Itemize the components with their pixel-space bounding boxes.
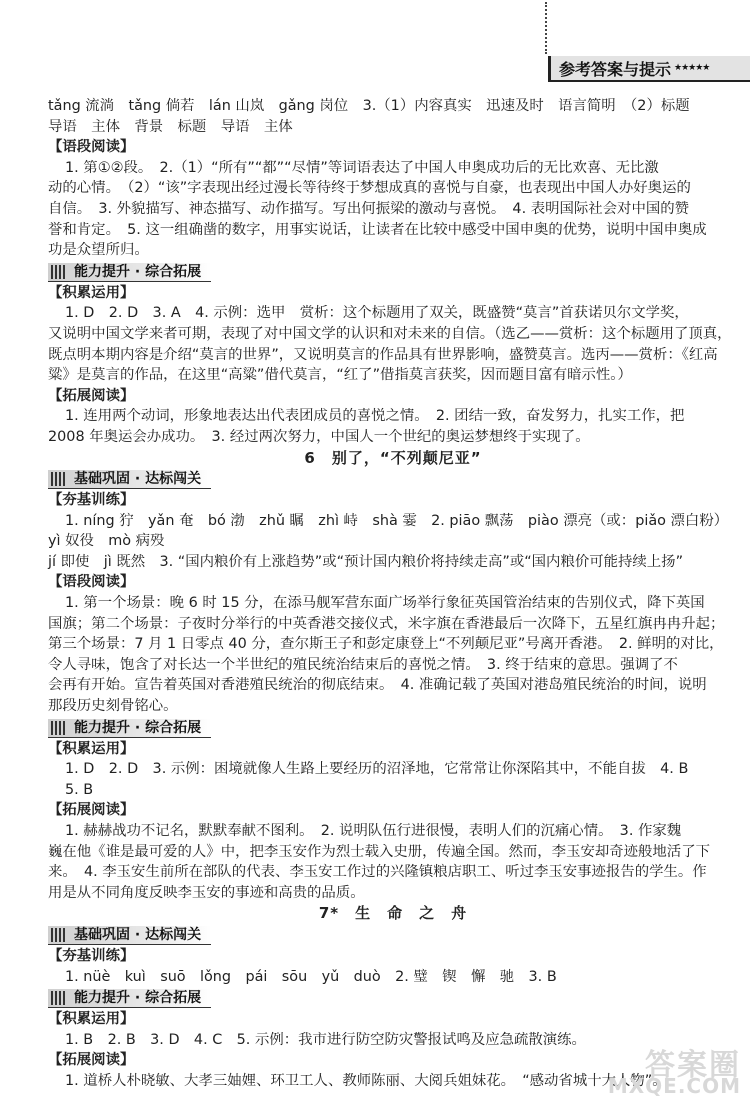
section-tag: 【夯基训练】 <box>48 492 135 509</box>
section-banner <box>48 470 211 489</box>
section-banner-label: 能力提升 · 综合拓展 <box>74 263 202 280</box>
text-line: 导语 主体 背景 标题 导语 主体 <box>48 118 293 135</box>
section-tag: 【拓展阅读】 <box>48 802 135 819</box>
text-line: 那段历史刻骨铭心。 <box>48 698 178 715</box>
watermark-text: 答案圈 <box>645 1048 741 1083</box>
text-line: 用是从不同角度反映李玉安的事迹和高贵的品质。 <box>48 884 365 901</box>
text-line: 1. níng 狞 yǎn 奄 bó 渤 zhǔ 瞩 zhì 峙 shà 霎 2. piāo 飘荡 piào 漂亮（或：piǎo 漂白粉） yì 奴役 mò 病殁 <box>48 512 736 550</box>
section-banner <box>48 926 211 945</box>
section-banner-label: 能力提升 · 综合拓展 <box>74 990 202 1007</box>
text-line: tǎng 流淌 tǎng 倘若 lán 山岚 gǎng 岗位 3.（1）内容真实 迅速及时 语言简明 （2）标题 <box>48 98 690 114</box>
section-tag: 【拓展阅读】 <box>48 387 135 404</box>
text-line: 又说明中国文学来者可期，表现了对中国文学的认识和对未来的自信。（选乙——赏析：这个标题用了顶真， <box>48 325 732 342</box>
text-line: 1. D 2. D 3. 示例：困境就像人生路上要经历的沼泽地，它常常让你深陷其中，不能自拔 4. B <box>65 761 689 778</box>
banner-icon <box>51 472 67 486</box>
text-line: 1. 第一个场景：晚 6 时 15 分，在添马舰军营东面广场举行象征英国管治结束的告别仪式，降下英国 <box>65 595 705 612</box>
text-line: 令人寻味，饱含了对长达一个半世纪的殖民统治结束后的喜悦之情。 3. 终于结束的意思。强调了不 <box>48 656 678 673</box>
section-banner <box>48 989 211 1008</box>
text-line: 1. 第①②段。 2.（1）“所有”“都”“尽情”等词语表达了中国人申奥成功后的无比欢喜、无比激 <box>65 159 659 176</box>
section-banner-label: 基础巩固 · 达标闯关 <box>74 926 202 943</box>
text-line: 巍在他《谁是最可爱的人》中，把李玉安作为烈士载入史册，传遍全国。然而，李玉安却奇迹般地活了下 <box>48 843 710 860</box>
text-line: 5. B <box>65 781 94 798</box>
header-title: 参考答案与提示 <box>559 59 672 79</box>
header-dotted-rule <box>545 2 550 54</box>
text-line: 誉和肯定。 5. 这一组确凿的数字，用事实说话，让读者在比较中感受中国申奥的优势，说明中国申奥成 <box>48 221 707 238</box>
lesson-title: 6 别了，“不列颠尼亚” <box>304 448 482 467</box>
header-stars: ★★★★★ <box>674 63 710 73</box>
text-line: 1. 连用两个动词，形象地表达出代表团成员的喜悦之情。 2. 团结一致，奋发努力，扎实工作，把 <box>65 408 685 425</box>
section-banner <box>48 719 211 738</box>
text-line: 自信。 3. 外貌描写、神态描写、动作描写。写出何振梁的激动与喜悦。 4. 表明国际社会对中国的赞 <box>48 200 690 217</box>
watermark-url: MXQE.COM <box>607 1074 741 1098</box>
section-banner-label: 基础巩固 · 达标闯关 <box>74 471 202 488</box>
text-line: 1. 赫赫战功不记名，默默奉献不图利。 2. 说明队伍行进很慢，表明人们的沉痛心情。 3. 作家魏 <box>65 823 682 839</box>
text-line: 1. B 2. B 3. D 4. C 5. 示例：我市进行防空防灾警报试鸣及应急疏散演练。 <box>65 1031 586 1048</box>
text-line: 来。 4. 李玉安生前所在部队的代表、李玉安工作过的兴隆镇粮店职工、听过李玉安事迹报告的学生。作 <box>48 864 707 881</box>
section-tag: 【拓展阅读】 <box>48 1052 135 1069</box>
text-line: 既点明本期内容是介绍“莫言的世界”，又说明莫言的作品具有世界影响，盛赞莫言。选丙——赏析：《红高 <box>48 346 718 363</box>
header-banner <box>548 56 750 82</box>
text-line: 会再有开始。宣告着英国对香港殖民统治的彻底结束。 4. 准确记载了英国对港岛殖民统治的时间，说明 <box>48 677 707 694</box>
section-banner-label: 能力提升 · 综合拓展 <box>74 719 202 736</box>
watermark-logo <box>607 1040 745 1100</box>
text-line: 粱》是莫言的作品，在这里“高粱”借代莫言，“红了”借指莫言获奖，因而题目富有暗示性。） <box>48 367 632 384</box>
text-line: 2008 年奥运会办成功。 3. 经过两次努力，中国人一个世纪的奥运梦想终于实现了。 <box>48 428 590 445</box>
banner-icon <box>51 265 67 279</box>
text-line: 第三个场景：7 月 1 日零点 40 分，查尔斯王子和彭定康登上“不列颠尼亚”号离开香港。 2. 鲜明的对比， <box>48 636 724 653</box>
section-tag: 【语段阅读】 <box>48 139 135 156</box>
answer-content <box>48 96 738 1092</box>
text-line: 1. D 2. D 3. A 4. 示例：选甲 赏析：这个标题用了双关，既盛赞“莫言”首获诺贝尔文学奖， <box>65 305 689 322</box>
banner-icon <box>51 721 67 735</box>
section-tag: 【积累运用】 <box>48 1011 135 1028</box>
text-line: 1. 道桥人朴晓敏、大孝三妯娌、环卫工人、教师陈丽、大阅兵姐妹花。 “感动省城十大人物”。 <box>65 1072 667 1089</box>
text-line: 动的心情。 （2）“该”字表现出经过漫长等待终于梦想成真的喜悦与自豪，也表现出中国人办好奥运的 <box>48 180 691 197</box>
lesson-title: 7* 生 命 之 舟 <box>318 904 468 923</box>
text-line: 国旗；第二个场景：子夜时分举行的中英香港交接仪式，米字旗在香港最后一次降下，五星红旗冉冉升起； <box>48 615 725 632</box>
section-tag: 【语段阅读】 <box>48 574 135 591</box>
section-tag: 【积累运用】 <box>48 740 135 757</box>
banner-icon <box>51 991 67 1005</box>
section-tag: 【夯基训练】 <box>48 947 135 964</box>
section-tag: 【积累运用】 <box>48 284 135 301</box>
text-line: jí 即使 jì 既然 3. “国内粮价有上涨趋势”或“预计国内粮价将持续走高”或“国内粮价可能持续上扬” <box>48 553 684 570</box>
text-line: 1. nüè kuì suō lǒng pái sōu yǔ duò 2. 璧 锲 懈 驰 3. B <box>65 968 557 985</box>
banner-icon <box>51 928 67 942</box>
text-line: 功是众望所归。 <box>48 242 149 259</box>
section-banner <box>48 263 211 282</box>
